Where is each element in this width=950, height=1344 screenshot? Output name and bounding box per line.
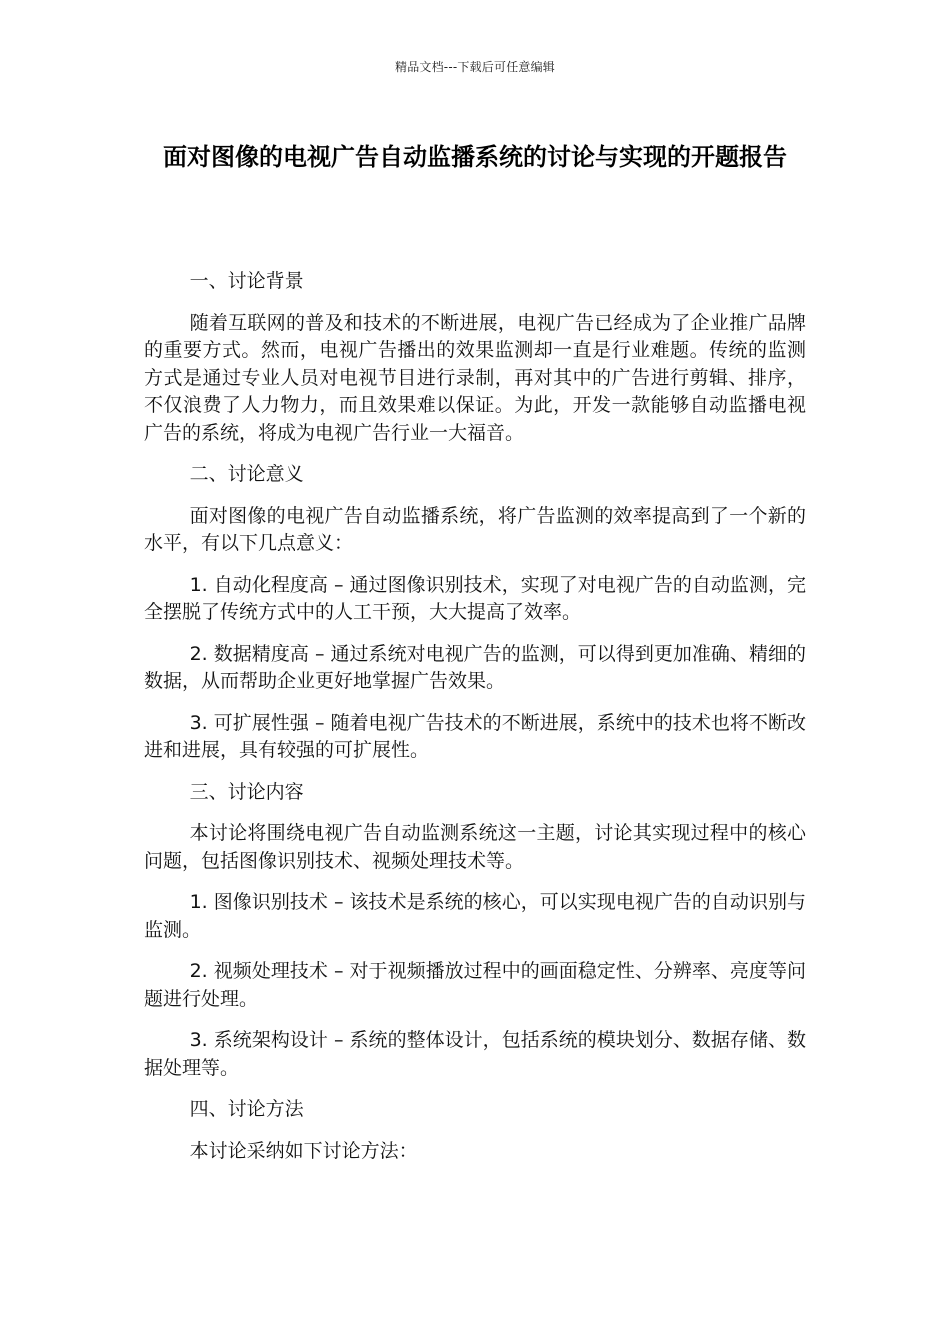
- header-note: 精品文档---下载后可任意编辑: [395, 60, 555, 74]
- section-heading-background: 一、讨论背景: [189, 270, 304, 292]
- list-item-content-1: 1. 图像识别技术 – 该技术是系统的核心，可以实现电视广告的自动识别与监测。: [144, 891, 806, 941]
- document-body: [144, 268, 806, 1179]
- paragraph-background: 随着互联网的普及和技术的不断进展，电视广告已经成为了企业推广品牌的重要方式。然而，电视广告播出的效果监测却一直是行业难题。传统的监测方式是通过专业人员对电视节目进行录制，再对其中的广告进行剪辑、排序，不仅浪费了人力物力，而且效果难以保证。为此，开发一款能够自动监播电视广告的系统，将成为电视广告行业一大福音。: [144, 311, 806, 444]
- list-item-significance-3: 3. 可扩展性强 – 随着电视广告技术的不断进展，系统中的技术也将不断改进和进展，具有较强的可扩展性。: [144, 711, 806, 761]
- list-item-significance-1: 1. 自动化程度高 – 通过图像识别技术，实现了对电视广告的自动监测，完全摆脱了传统方式中的人工干预，大大提高了效率。: [144, 573, 806, 623]
- paragraph-content-intro: 本讨论将围绕电视广告自动监测系统这一主题，讨论其实现过程中的核心问题，包括图像识别技术、视频处理技术等。: [144, 822, 806, 872]
- list-item-content-2: 2. 视频处理技术 – 对于视频播放过程中的画面稳定性、分辨率、亮度等问题进行处理。: [144, 960, 806, 1010]
- section-heading-content: 三、讨论内容: [189, 780, 304, 803]
- section-heading-significance: 二、讨论意义: [189, 463, 304, 485]
- paragraph-method-intro: 本讨论采纳如下讨论方法：: [189, 1139, 418, 1162]
- paragraph-significance-intro: 面对图像的电视广告自动监播系统，将广告监测的效率提高到了一个新的水平，有以下几点意义：: [144, 504, 806, 554]
- list-item-content-3: 3. 系统架构设计 – 系统的整体设计，包括系统的模块划分、数据存储、数据处理等。: [144, 1029, 806, 1079]
- list-item-significance-2: 2. 数据精度高 – 通过系统对电视广告的监测，可以得到更加准确、精细的数据，从而帮助企业更好地掌握广告效果。: [144, 642, 806, 692]
- section-heading-method: 四、讨论方法: [189, 1098, 304, 1120]
- document-title: 面对图像的电视广告自动监播系统的讨论与实现的开题报告: [163, 143, 787, 171]
